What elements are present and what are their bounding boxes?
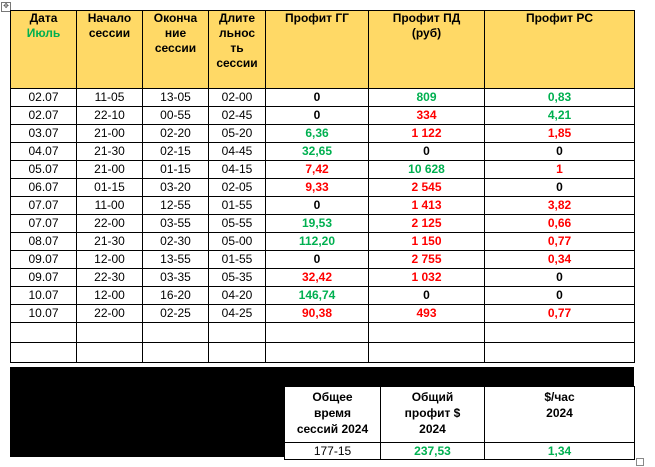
header-profit-ps (485, 11, 635, 89)
table-row (11, 305, 635, 323)
header-row (11, 11, 635, 89)
cell-duration: 04-20 (209, 287, 266, 305)
cell-profit-gg: 146,74 (266, 287, 369, 305)
header-duration-line: ть (230, 41, 244, 55)
cell-date: 09.07 (11, 269, 77, 287)
cell-end: 03-35 (143, 269, 209, 287)
summary-label-line: 2024 (419, 422, 446, 436)
cell-start: 12-00 (77, 287, 143, 305)
summary-label-line: $/час (544, 390, 575, 404)
table-body (11, 89, 635, 363)
summary-label-line: профит $ (404, 406, 461, 420)
cell-profit-ps: 1 (485, 161, 635, 179)
cell-duration: 05-20 (209, 125, 266, 143)
cell-profit-ps: 0,83 (485, 89, 635, 107)
table-row (11, 125, 635, 143)
header-date-label: Дата (29, 11, 58, 25)
empty-cell (77, 323, 143, 343)
cell-profit-ps: 4,21 (485, 107, 635, 125)
header-start-label: Начало сессии (87, 11, 132, 40)
cell-profit-ps: 1,85 (485, 125, 635, 143)
summary-label-line: время (313, 406, 352, 420)
cell-profit-pd: 334 (369, 107, 485, 125)
header-end-line: Оконча (153, 11, 198, 25)
empty-cell (209, 343, 266, 363)
cell-end: 13-05 (143, 89, 209, 107)
cell-end: 02-30 (143, 233, 209, 251)
empty-cell (485, 343, 635, 363)
empty-cell (143, 323, 209, 343)
summary-table (284, 386, 635, 460)
cell-start: 11-05 (77, 89, 143, 107)
cell-profit-pd: 1 413 (369, 197, 485, 215)
table-row (11, 179, 635, 197)
cell-duration: 04-25 (209, 305, 266, 323)
cell-duration: 02-45 (209, 107, 266, 125)
cell-duration: 04-45 (209, 143, 266, 161)
summary-header-row (285, 387, 635, 443)
cell-profit-gg: 9,33 (266, 179, 369, 197)
cell-profit-ps: 0,34 (485, 251, 635, 269)
cell-profit-gg: 19,53 (266, 215, 369, 233)
cell-profit-ps: 0 (485, 179, 635, 197)
cell-profit-ps: 0,66 (485, 215, 635, 233)
empty-cell (266, 343, 369, 363)
summary-total-time: 177-15 (285, 443, 381, 460)
empty-row (11, 323, 635, 343)
cell-end: 02-15 (143, 143, 209, 161)
cell-start: 21-00 (77, 161, 143, 179)
cell-duration: 05-00 (209, 233, 266, 251)
cell-date: 08.07 (11, 233, 77, 251)
empty-cell (266, 323, 369, 343)
cell-profit-ps: 3,82 (485, 197, 635, 215)
header-profit-pd (369, 11, 485, 89)
cell-date: 10.07 (11, 287, 77, 305)
cell-profit-pd: 1 122 (369, 125, 485, 143)
header-duration-line: Длите (218, 11, 256, 25)
empty-cell (369, 343, 485, 363)
cell-duration: 05-35 (209, 269, 266, 287)
cell-profit-gg: 6,36 (266, 125, 369, 143)
summary-total-time-label (285, 387, 381, 443)
table-row (11, 197, 635, 215)
header-profit-gg-label: Профит ГГ (285, 11, 349, 25)
cell-date: 07.07 (11, 197, 77, 215)
header-date (11, 11, 77, 89)
table-row (11, 161, 635, 179)
cell-start: 12-00 (77, 251, 143, 269)
cell-profit-gg: 7,42 (266, 161, 369, 179)
summary-total-profit-label (381, 387, 485, 443)
summary-total-profit: 237,53 (381, 443, 485, 460)
cell-start: 22-10 (77, 107, 143, 125)
summary-values-row (285, 443, 635, 460)
cell-profit-ps: 0 (485, 287, 635, 305)
cell-start: 01-15 (77, 179, 143, 197)
empty-cell (11, 343, 77, 363)
empty-cell (485, 323, 635, 343)
cell-end: 12-55 (143, 197, 209, 215)
summary-label-line: Общий (411, 390, 454, 404)
cell-date: 06.07 (11, 179, 77, 197)
cell-date: 02.07 (11, 107, 77, 125)
cell-date: 09.07 (11, 251, 77, 269)
summary-label-line: 2024 (546, 406, 573, 420)
cell-end: 03-20 (143, 179, 209, 197)
sessions-table (10, 10, 635, 363)
cell-profit-ps: 0,77 (485, 233, 635, 251)
table-resize-handle-icon[interactable] (636, 458, 644, 466)
cell-profit-pd: 1 150 (369, 233, 485, 251)
header-start (77, 11, 143, 89)
cell-date: 07.07 (11, 215, 77, 233)
header-duration-line: сессии (216, 56, 258, 70)
cell-profit-pd: 10 628 (369, 161, 485, 179)
cell-duration: 05-55 (209, 215, 266, 233)
cell-profit-pd: 2 125 (369, 215, 485, 233)
cell-duration: 02-05 (209, 179, 266, 197)
header-end-line: ние (164, 26, 187, 40)
table-row (11, 107, 635, 125)
cell-profit-gg: 112,20 (266, 233, 369, 251)
cell-profit-pd: 493 (369, 305, 485, 323)
empty-cell (77, 343, 143, 363)
cell-profit-ps: 0 (485, 143, 635, 161)
summary-label-line: Общее (312, 390, 353, 404)
cell-date: 05.07 (11, 161, 77, 179)
header-profit-ps-label: Профит PC (525, 11, 594, 25)
cell-duration: 01-55 (209, 197, 266, 215)
cell-start: 21-30 (77, 143, 143, 161)
header-profit-pd-label: Профит ПД (392, 11, 461, 25)
cell-end: 16-20 (143, 287, 209, 305)
cell-profit-ps: 0,77 (485, 305, 635, 323)
table-row (11, 269, 635, 287)
empty-cell (11, 323, 77, 343)
cell-profit-pd: 0 (369, 143, 485, 161)
table-row (11, 215, 635, 233)
table-row (11, 233, 635, 251)
table-row (11, 287, 635, 305)
cell-profit-pd: 809 (369, 89, 485, 107)
header-duration-line: льнос (218, 26, 256, 40)
summary-label-line: сессий 2024 (296, 422, 369, 436)
header-end (143, 11, 209, 89)
cell-end: 13-55 (143, 251, 209, 269)
header-profit-gg (266, 11, 369, 89)
cell-end: 00-55 (143, 107, 209, 125)
cell-profit-pd: 1 032 (369, 269, 485, 287)
header-end-line: сессии (154, 41, 197, 55)
summary-rate: 1,34 (485, 443, 635, 460)
cell-profit-pd: 0 (369, 287, 485, 305)
table-move-handle-icon[interactable]: ✥ (1, 2, 11, 12)
cell-profit-ps: 0 (485, 269, 635, 287)
cell-date: 03.07 (11, 125, 77, 143)
cell-profit-gg: 0 (266, 107, 369, 125)
cell-duration: 01-55 (209, 251, 266, 269)
cell-profit-gg: 32,42 (266, 269, 369, 287)
empty-cell (209, 323, 266, 343)
cell-profit-gg: 32,65 (266, 143, 369, 161)
cell-end: 03-55 (143, 215, 209, 233)
empty-cell (143, 343, 209, 363)
empty-cell (369, 323, 485, 343)
cell-date: 10.07 (11, 305, 77, 323)
cell-start: 21-30 (77, 233, 143, 251)
header-month-label: Июль (26, 26, 61, 40)
cell-start: 22-30 (77, 269, 143, 287)
table-row (11, 251, 635, 269)
table-row (11, 143, 635, 161)
cell-profit-gg: 0 (266, 197, 369, 215)
black-block (10, 386, 284, 457)
cell-date: 02.07 (11, 89, 77, 107)
cell-duration: 04-15 (209, 161, 266, 179)
cell-duration: 02-00 (209, 89, 266, 107)
cell-profit-pd: 2 755 (369, 251, 485, 269)
header-duration (209, 11, 266, 89)
table-row (11, 89, 635, 107)
cell-date: 04.07 (11, 143, 77, 161)
cell-start: 22-00 (77, 305, 143, 323)
summary-rate-label (485, 387, 635, 443)
cell-end: 02-20 (143, 125, 209, 143)
cell-profit-pd: 2 545 (369, 179, 485, 197)
cell-profit-gg: 0 (266, 89, 369, 107)
cell-start: 11-00 (77, 197, 143, 215)
cell-start: 21-00 (77, 125, 143, 143)
header-profit-pd-unit: (руб) (411, 26, 442, 40)
cell-end: 02-25 (143, 305, 209, 323)
empty-row (11, 343, 635, 363)
cell-profit-gg: 0 (266, 251, 369, 269)
cell-end: 01-15 (143, 161, 209, 179)
cell-start: 22-00 (77, 215, 143, 233)
cell-profit-gg: 90,38 (266, 305, 369, 323)
black-band (10, 367, 634, 386)
